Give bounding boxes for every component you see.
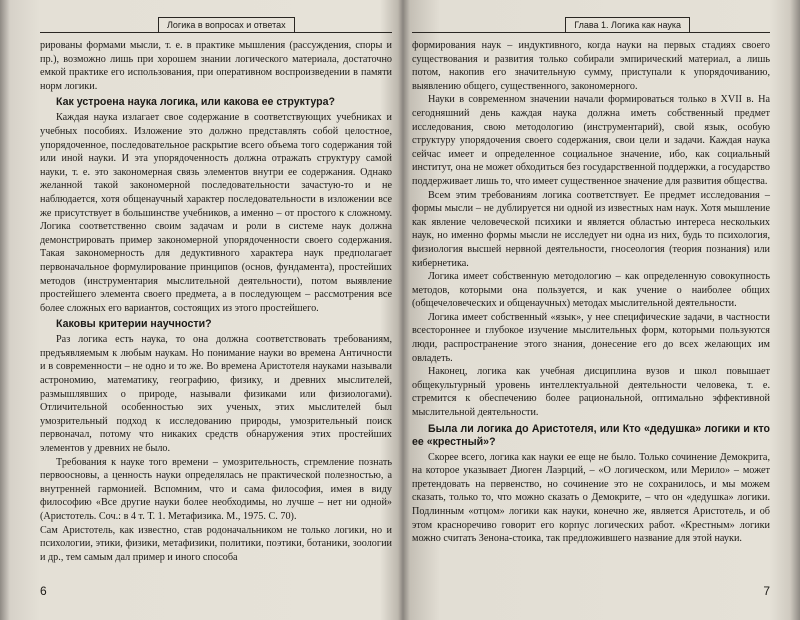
running-head-right bbox=[412, 12, 770, 33]
paragraph: Раз логика есть наука, то она должна соответствовать требованиям, предъявляемым к любым наукам. Но понимание науки во времена Античности и в современности – не одно и то же. Во времена Аристотеля науками называли астрономию, математику, географию, физику, и древних мыслителей, размышлявших о природе, называли физиками или физиологами). Отличительной особенностью эих ученых, этих мыслителей был умозрительный подход к исследованию природы, умозрительный поиск первоначал, потому что никаких средств обнаружения этих простейших элементов у древних не было. bbox=[40, 334, 392, 455]
section-heading: Каковы критерии научности? bbox=[56, 318, 212, 331]
paragraph: Сам Аристотель, как известно, став родоначальником не только логики, но и психологии, этики, физики, метафизики, политики, поэтики, ботаники, зоологии и др., тем самым дал пример и иного способа bbox=[40, 524, 392, 563]
paragraph: Логика имеет собственный «язык», у нее специфические задачи, в частности всестороннее и глубокое изучение мыслительных форм, которыми пользуются люди, распространение этого знания, донесение его до всех желающих им овладеть. bbox=[412, 311, 770, 364]
paragraph: Наконец, логика как учебная дисциплина вузов и школ повышает общекультурный уровень интеллектуальной деятельности человека, т. е. стремится к обеспечению более рациональной, оптимально эффективной мыслительной деятельности. bbox=[412, 366, 770, 419]
running-head-left bbox=[40, 12, 392, 33]
running-head-title: Глава 1. Логика как наука bbox=[565, 17, 690, 32]
paragraph: Скорее всего, логика как науки ее еще не было. Только сочинение Демокрита, на которое указывает Диоген Лаэрций, – «О логическом, или Мерило» – может претендовать на первенство, но сочинение это не сохранилось, и мы можем сказать, только то, что можно сказать о Демокрите, – что он «дедушка» логики. Подлинным «отцом» логики как науки, конечно же, является Аристотель, и об этом красноречиво говорит его корпус логических работ. «Крестным» логики можно считать Зенона-стоика, так предложившего название для этой науки. bbox=[412, 451, 770, 545]
paragraph: рированы формами мысли, т. е. в практике мышления (рассуждения, споры и пр.), возможно лишь при хорошем знании логического материала, достаточно емкой практике его использования, при оперативном воспроизведении в памяти норм логики. bbox=[40, 40, 392, 92]
left-page-body bbox=[40, 39, 392, 564]
paragraph: Каждая наука излагает свое содержание в соответствующих учебниках и учебных пособиях. Изложение это должно представлять собой целостное, упорядоченное, последовательное раскрытие всего объема того содержания той или иной науки. И эта упорядоченность должна отражать структуру самой науки, т. е. это закономерная связь элементов внутри ее содержания. Однако желанной такой закономерной последовательности зачастую-то и не наблюдается, хотя общенаучный характер последовательности в изложении все же присутствует в большинстве учебников, а именно – от простого к сложному. Логика соответственно своим задачам и роли в системе наук должна демонстрировать пример закономерной упорядоченности своего содержания. Такая закономерность для дедуктивного характера наук предполагает первоначальное формулирование принципов (основ, фундамента), простейших методов (инструментария мыслительной деятельности), потом выявление простейшего элемента своего предмета, а в последующем – рассмотрения все более сложных его вариантов, состоящих из этого простейшего. bbox=[40, 112, 392, 314]
paragraph: формирования наук – индуктивного, когда науки на первых стадиях своего существования и развития только собирали эмпирический материал, а лишь потом, накопив его значительную сумму, приступали к упорядочиванию, выявлению общего, существенного, закономерного. bbox=[412, 40, 770, 92]
paragraph: Всем этим требованиям логика соответствует. Ее предмет исследования – формы мысли – не дублируется ни одной из известных нам наук. Хотя мышление как явление человеческой психики и является областью интереса нескольких наук, но именно формы мысли не исследует ни одна из них, будь то психология, физиология высшей нервной деятельности, гносеология (теория познания) или кибернетика. bbox=[412, 189, 770, 269]
page-number-left: 6 bbox=[40, 584, 47, 598]
section-heading: Была ли логика до Аристотеля, или Кто «дедушка» логики и кто ее «крестный»? bbox=[412, 422, 770, 448]
paragraph: Требования к науке того времени – умозрительность, стремление познать первоосновы, а ценность науки определялась не практической полезностью, а внутренней гармонией. Вспомним, что и сама философия, имея в виду философию «Все другие науки более необходимы, но лучше – нет ни одной» (Аристотель. Соч.: в 4 т. Т. 1. Метафизика. М., 1975. С. 70). bbox=[40, 456, 392, 522]
left-page bbox=[40, 0, 392, 620]
paragraph: Науки в современном значении начали формироваться только в XVII в. На сегодняшний день каждая наука должна иметь собственный предмет исследования, свою методологию (инструментарий), свой язык, особую структуру упорядочения своего содержания, свои цели и задачи. Каждая наука сейчас имеет и определенное социальное значение, ибо, как социальный институт, она не может обходиться без государственной поддержки, а государство поддерживает лишь то, что имеет существенное значение для развития общества. bbox=[412, 94, 770, 187]
paragraph: Логика имеет собственную методологию – как определенную совокупность методов, которыми она пользуется, и как учение о наиболее общих (общечеловеческих и общенаучных) методах мыслительной деятельности. bbox=[412, 271, 770, 310]
right-page bbox=[412, 0, 770, 620]
running-head-title: Логика в вопросах и ответах bbox=[158, 17, 295, 32]
page-number-right: 7 bbox=[763, 584, 770, 598]
right-page-body bbox=[412, 39, 770, 546]
section-heading: Как устроена наука логика, или какова ее структура? bbox=[56, 96, 335, 109]
